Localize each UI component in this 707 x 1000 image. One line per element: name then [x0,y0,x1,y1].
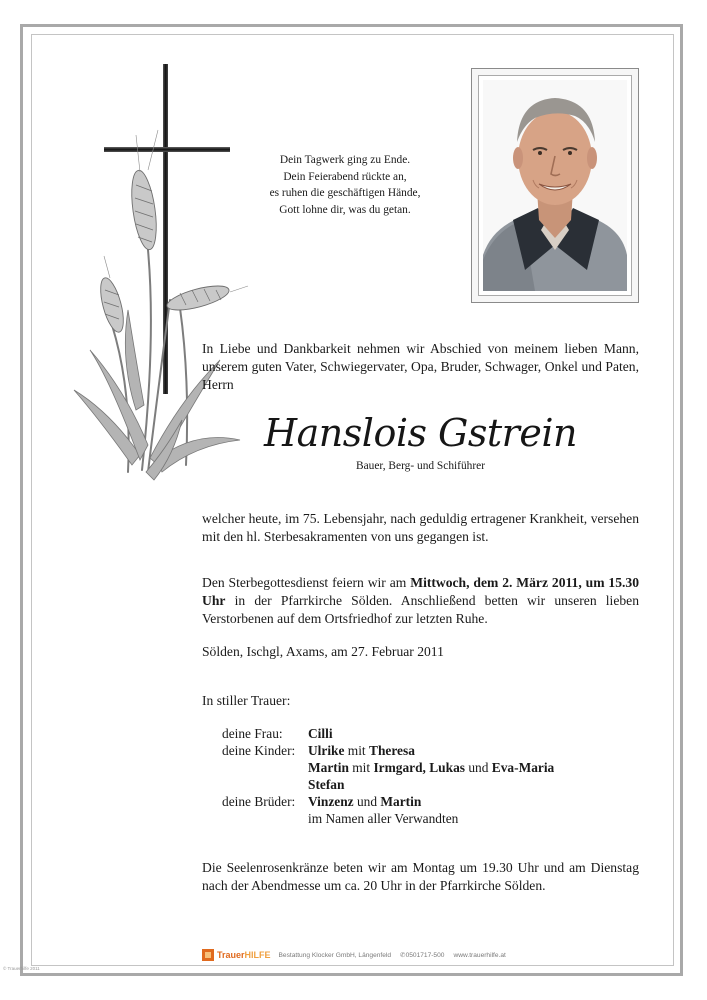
mourner-name: Irmgard, Lukas [373,760,465,775]
mourners-list [222,725,554,827]
mourner-name: Ulrike [308,743,345,758]
mourner-row [222,742,554,759]
logo-text: HILFE [244,950,271,960]
deceased-name: Hanslois Gstrein [264,411,577,455]
mourner-label: deine Frau: [222,726,283,741]
mourner-name: Stefan [308,777,345,792]
mourner-name: Theresa [369,743,415,758]
verse-line: Dein Tagwerk ging zu Ende. [279,154,411,166]
verse-line: es ruhen die geschäftigen Hände, [269,187,421,199]
footer-website[interactable]: www.trauerhilfe.at [453,951,506,959]
mourner-conj: mit [348,760,374,775]
mourner-row [222,776,554,793]
logo-text: Trauer [217,950,245,960]
logo-icon [202,949,214,961]
footer [202,947,506,963]
footer-phone: ✆0501717-500 [400,952,445,959]
mourner-row [222,793,554,810]
portrait-frame [471,68,639,303]
service-text: Den Sterbegottesdienst feiern wir am [202,575,411,590]
verse [240,152,450,218]
intro-paragraph: In Liebe und Dankbarkeit nehmen wir Abschied von meinem lieben Mann, unserem guten Vater, Schwiegervater, Opa, Bruder, Schwager, Onkel und Paten, Herrn [202,341,639,392]
verse-line: Dein Feierabend rückte an, [283,170,407,183]
mourner-name: Vinzenz [308,794,354,809]
passing-paragraph: welcher heute, im 75. Lebensjahr, nach geduldig ertragener Krankheit, versehen mit den hl. Sterbesakramenten von uns gegangen ist. [202,511,639,544]
portrait-image-icon [483,80,627,291]
mourner-name: Eva-Maria [491,760,555,775]
service-date: Mittwoch, dem 2. März 2011, um 15.30 Uhr [202,575,639,608]
rosary-paragraph: Die Seelenrosenkränze beten wir am Montag um 19.30 Uhr und am Dienstag nach der Abendmesse um ca. 20 Uhr in der Pfarrkirche Sölden. [202,860,639,893]
mourner-row [222,810,554,827]
copyright-note: © Trauerhilfe 2011 [3,966,40,971]
place-date: Sölden, Ischgl, Axams, am 27. Februar 2011 [202,644,444,659]
mourner-label: deine Kinder: [222,743,296,758]
service-text: in der Pfarrkirche Sölden. Anschließend betten wir unseren lieben Verstorbenen auf dem Ortsfriedhof zur letzten Ruhe. [202,593,639,626]
mourner-name: Martin [380,794,422,809]
mourner-conj: und [465,760,492,775]
relatives-line: im Namen aller Verwandten [308,811,459,826]
mourning-heading: In stiller Trauer: [202,693,291,708]
portrait-mat [478,75,632,296]
mourner-row [222,759,554,776]
deceased-occupation: Bauer, Berg- und Schiführer [355,460,486,472]
mourner-label: deine Brüder: [222,794,296,809]
mourner-name: Martin [308,760,349,775]
footer-company: Bestattung Klocker GmbH, Längenfeld [278,951,392,959]
mourner-name: Cilli [308,726,333,741]
mourner-conj: und [353,794,381,809]
portrait-photo [483,80,627,291]
service-paragraph [202,574,639,628]
mourner-row [222,725,554,742]
verse-line: Gott lohne dir, was du getan. [279,203,411,216]
mourner-conj: mit [344,743,370,758]
